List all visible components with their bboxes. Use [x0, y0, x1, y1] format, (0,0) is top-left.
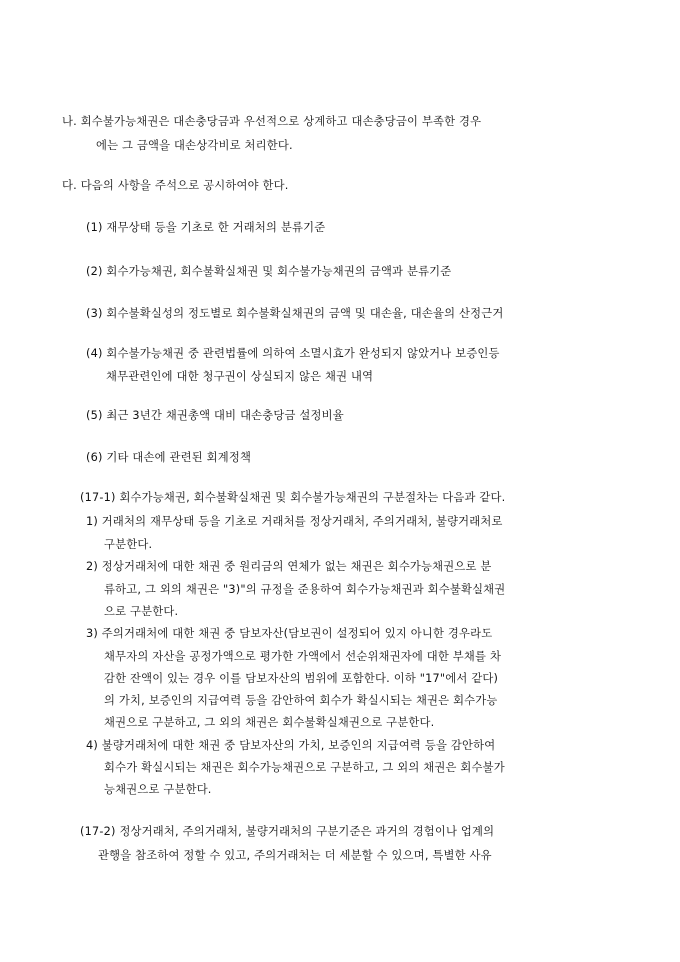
disclosure-item-6: (6) 기타 대손에 관련된 회계정책	[86, 451, 252, 464]
note-17-1-line: 류하고, 그 외의 채권은 "3)"의 규정을 준용하여 회수가능채권과 회수불확실채권	[104, 583, 506, 596]
note-17-1-heading: (17-1) 회수가능채권, 회수불확실채권 및 회수불가능채권의 구분절차는 다음과 같다.	[80, 491, 506, 504]
note-17-2-line-1: (17-2) 정상거래처, 주의거래처, 불량거래처의 구분기준은 과거의 경험이나 업계의	[80, 825, 495, 838]
note-17-1-line: 감한 잔액이 있는 경우 이를 담보자산의 범위에 포함한다. 이하 "17"에서 같다)	[104, 672, 499, 685]
section-na-line-2: 에는 그 금액을 대손상각비로 처리한다.	[96, 139, 293, 152]
note-17-1-line: 회수가 확실시되는 채권은 회수가능채권으로 구분하고, 그 외의 채권은 회수불가	[104, 761, 505, 774]
note-17-1-line: 1) 거래처의 재무상태 등을 기초로 거래처를 정상거래처, 주의거래처, 불량거래처로	[86, 515, 503, 528]
note-17-1-line: 의 가치, 보증인의 지급여력 등을 감안하여 회수가 확실시되는 채권은 회수가능	[104, 694, 498, 707]
note-17-1-line: 3) 주의거래처에 대한 채권 중 담보자산(담보권이 설정되어 있지 아니한 경우라도	[86, 627, 493, 640]
note-17-1-line: 채무자의 자산을 공정가액으로 평가한 가액에서 선순위채권자에 대한 부채를 차	[104, 650, 502, 663]
disclosure-item-3: (3) 회수불확실성의 정도별로 회수불확실채권의 금액 및 대손율, 대손율의 산정근거	[86, 307, 504, 320]
note-17-2-line-2: 관행을 참조하여 정할 수 있고, 주의거래처는 더 세분할 수 있으며, 특별한 사유	[98, 849, 492, 862]
disclosure-item-4: (4) 회수불가능채권 중 관련법률에 의하여 소멸시효가 완성되지 않았거나 보증인등	[86, 347, 500, 360]
disclosure-item-1: (1) 재무상태 등을 기초로 한 거래처의 분류기준	[86, 221, 326, 234]
note-17-1-line: 4) 불량거래처에 대한 채권 중 담보자산의 가치, 보증인의 지급여력 등을 감안하여	[86, 739, 496, 752]
section-da-heading: 다. 다음의 사항을 주석으로 공시하여야 한다.	[62, 179, 289, 192]
disclosure-item-4-cont: 채무관련인에 대한 청구권이 상실되지 않은 채권 내역	[106, 370, 374, 383]
note-17-1-line: 채권으로 구분하고, 그 외의 채권은 회수불확실채권으로 구분한다.	[104, 716, 435, 729]
note-17-1-line: 2) 정상거래처에 대한 채권 중 원리금의 연체가 없는 채권은 회수가능채권으로 분	[86, 560, 492, 573]
note-17-1-line: 능채권으로 구분한다.	[104, 783, 212, 796]
disclosure-item-5: (5) 최근 3년간 채권총액 대비 대손충당금 설정비율	[86, 409, 344, 422]
note-17-1-line: 구분한다.	[104, 538, 153, 551]
note-17-1-line: 으로 구분한다.	[104, 605, 179, 618]
disclosure-item-2: (2) 회수가능채권, 회수불확실채권 및 회수불가능채권의 금액과 분류기준	[86, 265, 452, 278]
section-na-line-1: 나. 회수불가능채권은 대손충당금과 우선적으로 상계하고 대손충당금이 부족한 경우	[62, 115, 482, 128]
